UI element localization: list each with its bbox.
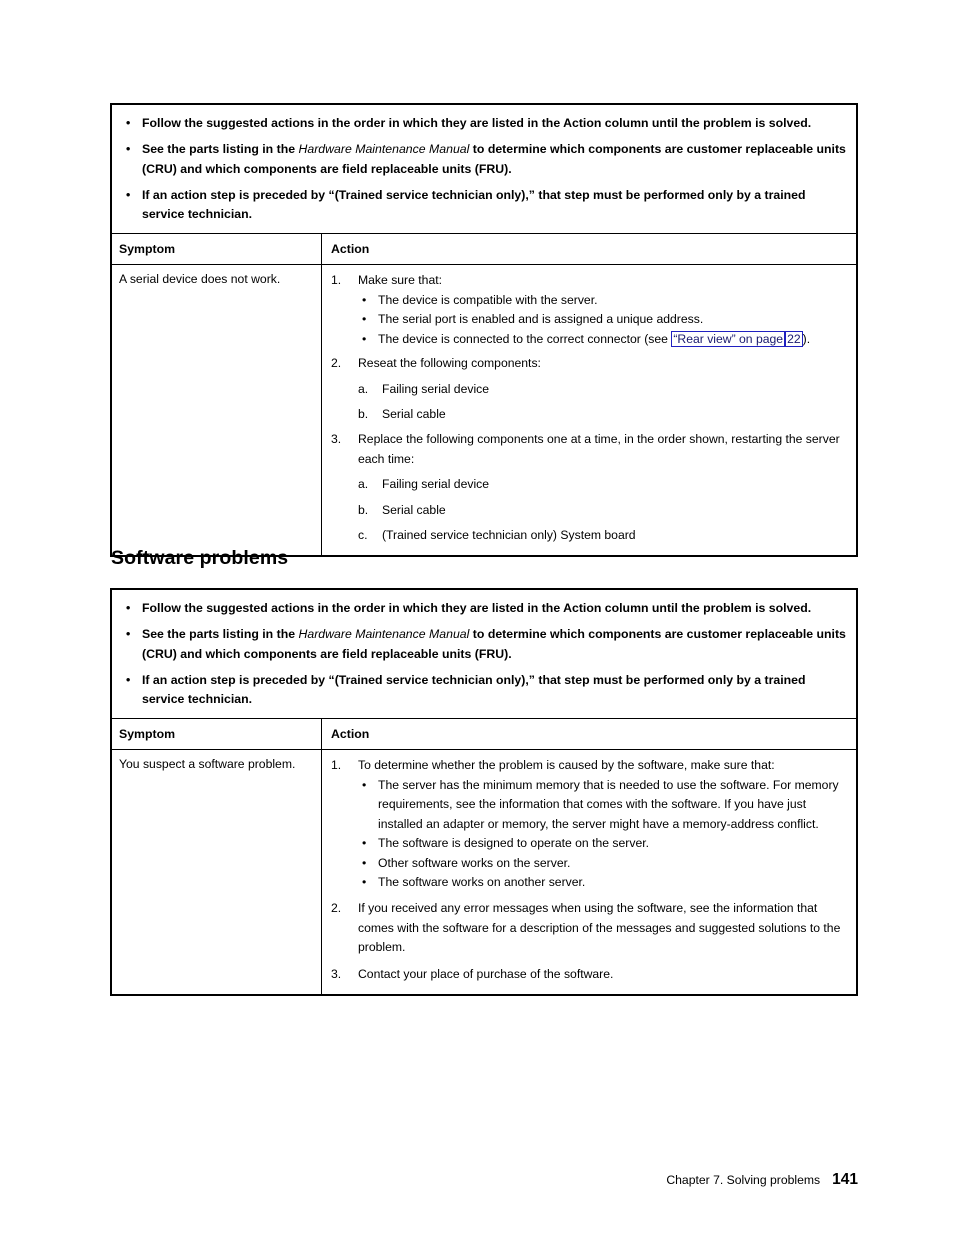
step-number: 3. (331, 432, 342, 447)
action-step (331, 756, 848, 892)
bullet-icon: • (362, 312, 367, 327)
bullet-icon: • (362, 331, 367, 346)
step-number: 2. (331, 901, 342, 916)
alpha-text: (Trained service technician only) System board (382, 527, 636, 542)
action-steps-list (331, 271, 848, 545)
page-title: Software problems (111, 547, 289, 569)
cell-action (322, 265, 856, 555)
cell-symptom (112, 265, 322, 555)
subbullet-item (358, 834, 848, 853)
bullet-icon: • (362, 836, 367, 851)
alpha-item (358, 501, 848, 520)
alpha-item (358, 526, 848, 545)
step-subbullet-list (358, 291, 848, 349)
manual-title-italic: Hardware Maintenance Manual (298, 142, 470, 157)
header-cell-action (322, 234, 856, 264)
subbullet-text-cont: ). (802, 331, 811, 346)
bullet-icon: • (126, 627, 131, 642)
step-text: Replace the following components one at a time, in the order shown, restarting the server each time: (358, 432, 840, 466)
step-text: Contact your place of purchase of the software. (358, 966, 614, 981)
subbullet-item (358, 291, 848, 310)
step-number: 2. (331, 356, 342, 371)
footer-chapter-label: Chapter 7. Solving problems (666, 1173, 821, 1187)
bullet-icon: • (126, 187, 131, 202)
intro-note-item (122, 114, 846, 133)
bullet-icon: • (126, 142, 131, 157)
action-step (331, 899, 848, 957)
step-text: Reseat the following components: (358, 356, 541, 371)
action-step (331, 965, 848, 984)
intro-note-item (122, 671, 846, 710)
subbullet-item (358, 776, 848, 834)
step-number: 1. (331, 758, 342, 773)
cell-action (322, 750, 856, 993)
bullet-icon: • (362, 855, 367, 870)
link-rear-view[interactable]: “Rear view” on page (673, 331, 784, 346)
intro-note-text: If an action step is preceded by “(Trained service technician only),” that step must be performed only by a trained service technician. (142, 672, 806, 707)
intro-note-text-cont: to determine which components are customer replaceable units (CRU) and which components are field replaceable units (FRU). (142, 627, 846, 661)
step-text: To determine whether the problem is caused by the software, make sure that: (358, 758, 775, 773)
intro-note-item (122, 186, 846, 225)
serial-table-header-row (112, 234, 856, 265)
serial-table-intro-notes (112, 105, 856, 234)
intro-note-text: See the parts listing in the (142, 142, 299, 157)
bullet-icon: • (126, 601, 131, 615)
subbullet-text: The device is connected to the correct connector (see (378, 331, 672, 346)
footer-page-number: 141 (832, 1171, 858, 1188)
manual-title-italic: Hardware Maintenance Manual (298, 627, 470, 642)
symptom-column-header: Symptom (119, 727, 176, 742)
bullet-icon: • (126, 672, 131, 687)
intro-note-list (122, 114, 846, 224)
action-step (331, 430, 848, 545)
action-steps-list (331, 756, 848, 983)
action-step (331, 354, 848, 424)
intro-note-text: See the parts listing in the (142, 627, 299, 642)
action-column-header: Action (331, 242, 370, 257)
header-cell-symptom (112, 234, 322, 264)
alpha-text: Failing serial device (382, 477, 490, 492)
alpha-letter: a. (358, 477, 369, 492)
bullet-icon: • (126, 116, 131, 130)
bullet-icon: • (362, 292, 367, 307)
alpha-item (358, 475, 848, 494)
intro-note-text: Follow the suggested actions in the order in which they are listed in the Action column until the problem is solved. (142, 601, 812, 615)
intro-note-item (122, 625, 846, 664)
table-row (112, 750, 856, 993)
table-row (112, 265, 856, 555)
intro-note-text: Follow the suggested actions in the order in which they are listed in the Action column until the problem is solved. (142, 116, 812, 130)
step-number: 1. (331, 273, 342, 288)
software-table-intro-notes (112, 590, 856, 719)
step-text: If you received any error messages when using the software, see the information that comes with the software for a description of the messages and suggested solutions to the problem. (358, 901, 841, 955)
action-step (331, 271, 848, 349)
cell-symptom (112, 750, 322, 993)
software-problems-table (110, 588, 858, 996)
subbullet-item (358, 854, 848, 873)
header-cell-action (322, 719, 856, 749)
alpha-item (358, 405, 848, 424)
subbullet-item (358, 873, 848, 892)
bullet-icon: • (362, 874, 367, 889)
intro-note-item (122, 140, 846, 179)
step-number: 3. (331, 966, 342, 981)
symptom-text: You suspect a software problem. (119, 757, 296, 772)
subbullet-item (358, 310, 848, 329)
link-page-22[interactable]: 22 (787, 331, 801, 346)
header-cell-symptom (112, 719, 322, 749)
step-alpha-list (358, 380, 848, 425)
step-subbullet-list (358, 776, 848, 892)
alpha-text: Serial cable (382, 406, 446, 421)
intro-note-text: If an action step is preceded by “(Trained service technician only),” that step must be performed only by a trained service technician. (142, 187, 806, 222)
page-footer (666, 1172, 858, 1188)
alpha-text: Serial cable (382, 502, 446, 517)
subbullet-text: Other software works on the server. (378, 855, 571, 870)
alpha-letter: c. (358, 527, 368, 542)
step-text: Make sure that: (358, 273, 442, 288)
alpha-item (358, 380, 848, 399)
action-column-header: Action (331, 727, 370, 742)
symptom-column-header: Symptom (119, 242, 176, 257)
step-alpha-list (358, 475, 848, 545)
subbullet-text: The software is designed to operate on the server. (378, 836, 649, 851)
serial-problems-table (110, 103, 858, 557)
alpha-letter: b. (358, 502, 369, 517)
subbullet-text: The software works on another server. (378, 874, 586, 889)
alpha-letter: b. (358, 406, 369, 421)
intro-note-text-cont: to determine which components are customer replaceable units (CRU) and which components are field replaceable units (FRU). (142, 142, 846, 176)
software-table-header-row (112, 719, 856, 750)
intro-note-item (122, 599, 846, 618)
subbullet-item (358, 330, 848, 349)
alpha-text: Failing serial device (382, 381, 490, 396)
subbullet-text: The server has the minimum memory that is needed to use the software. For memory requirements, see the information that comes with the software. If you have just installed an adapter or memory, the server might have a memory-address conflict. (378, 777, 839, 831)
subbullet-text: The device is compatible with the server. (378, 292, 598, 307)
bullet-icon: • (362, 777, 367, 792)
symptom-text: A serial device does not work. (119, 272, 281, 287)
intro-note-list (122, 599, 846, 709)
subbullet-text: The serial port is enabled and is assigned a unique address. (378, 312, 704, 327)
alpha-letter: a. (358, 381, 369, 396)
